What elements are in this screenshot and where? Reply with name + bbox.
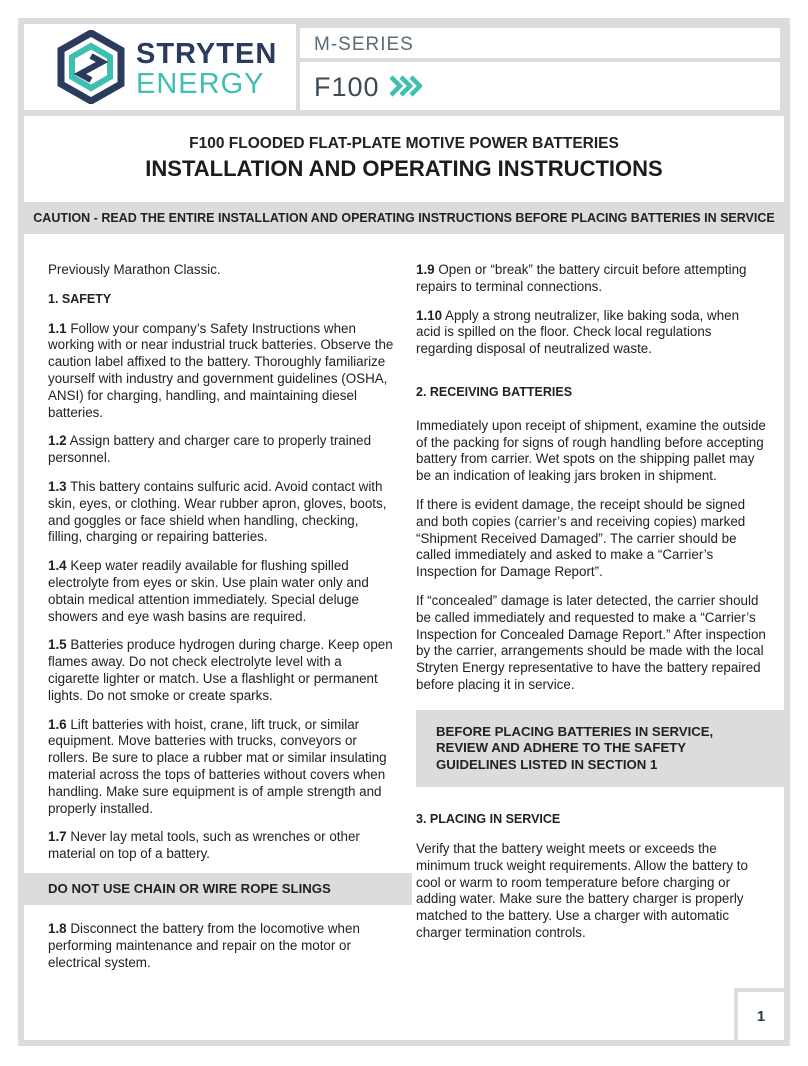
- item-1-7: 1.7 Never lay metal tools, such as wrenches or other material on top of a battery.: [48, 829, 360, 862]
- model-box: [296, 62, 784, 114]
- page-number: 1: [756, 1008, 766, 1025]
- item-1-3: 1.3 This battery contains sulfuric acid. Avoid contact with skin, eyes, or clothing. Wear rubber apron, gloves, boots, and goggles or face shield when handling, checking, filling, charging or repairing batteries.: [48, 478, 387, 545]
- receiving-heading: 2. RECEIVING BATTERIES: [416, 384, 573, 399]
- double-chevron-icon: [388, 74, 422, 98]
- page-number-box: [734, 988, 784, 1040]
- brand-name-line1: STRYTEN: [136, 38, 278, 70]
- caution-banner: CAUTION - READ THE ENTIRE INSTALLATION AND OPERATING INSTRUCTIONS BEFORE PLACING BATTERIES IN SERVICE: [24, 202, 784, 234]
- safety-heading: 1. SAFETY: [48, 291, 112, 306]
- receiving-para-2: If there is evident damage, the receipt should be signed and both copies (carrier’s and receiving copies) marked “Shipment Received Damaged”. The carrier should be called immediately and asked to make a “Carrier’s Inspection for Damage Report”.: [416, 496, 746, 580]
- series-label: M-SERIES: [314, 34, 414, 55]
- right-column: [416, 262, 766, 942]
- intro-text: Previously Marathon Classic.: [48, 262, 221, 277]
- item-1-8: 1.8 Disconnect the battery from the locomotive when performing maintenance and repair on the motor or electrical system.: [48, 920, 360, 970]
- item-1-6: 1.6 Lift batteries with hoist, crane, lift truck, or similar equipment. Move batteries with trucks, conveyors or rollers. Be sure to place a rubber mat or similar insulating material across the tops of batteries without covers when handling. Make sure equipment is of ample strength and properly installed.: [48, 716, 387, 816]
- item-1-4: 1.4 Keep water readily available for flushing spilled electrolyte from eyes or skin. Use plain water only and obtain medical attention immediately. Special deluge showers and eye wash basins are required.: [48, 558, 369, 624]
- document-subtitle: F100 FLOODED FLAT-PLATE MOTIVE POWER BATTERIES: [189, 135, 619, 152]
- receiving-para-1: Immediately upon receipt of shipment, examine the outside of the packing for signs of rough handling before accepting battery from carrier. Wet spots on the shipping pallet may be an indication of leaking jars broken in shipment.: [416, 417, 766, 484]
- left-column: [48, 262, 396, 971]
- item-1-1: 1.1 Follow your company’s Safety Instructions when working with or near industrial truck batteries. Observe the caution label affixed to the battery. Thoroughly familiarize yourself with industry and government guidelines (OSHA, ANSI) for charging, handling, and maintaining diesel batteries.: [48, 320, 394, 420]
- placing-para-1: Verify that the battery weight meets or exceeds the minimum truck weight requirements. Allow the battery to cool or warm to room temperature before charging or adding water. Make sure the battery charger is properly matched to the battery. Use a charger with automatic charger termination controls.: [416, 841, 748, 941]
- sling-warning-banner: DO NOT USE CHAIN OR WIRE ROPE SLINGS: [20, 873, 412, 905]
- item-1-2: 1.2 Assign battery and charger care to properly trained personnel.: [48, 433, 372, 466]
- placing-warning-banner: BEFORE PLACING BATTERIES IN SERVICE, REVIEW AND ADHERE TO THE SAFETY GUIDELINES LISTED IN SECTION 1: [416, 710, 784, 788]
- item-1-10: 1.10 Apply a strong neutralizer, like baking soda, when acid is spilled on the floor. Check local regulations regarding disposal of neutralized waste.: [416, 307, 740, 357]
- placing-heading: 3. PLACING IN SERVICE: [416, 812, 561, 827]
- item-1-9: 1.9 Open or “break” the battery circuit before attempting repairs to terminal connections.: [416, 262, 747, 294]
- brand-name-line2: ENERGY: [136, 68, 265, 100]
- item-1-5: 1.5 Batteries produce hydrogen during charge. Keep open flames away. Do not check electrolyte level with a cigarette lighter or match. Use a flashlight or permanent lights. Do not smoke or create sparks.: [48, 637, 393, 703]
- stryten-hexagon-icon: [56, 30, 126, 104]
- receiving-para-3: If “concealed” damage is later detected, the carrier should be called immediately and requested to make a “Carrier’s Inspection for Concealed Damage Report.” After inspection by the carrier, arrangements should be made with the local Stryten Energy representative to have the battery repaired before placing it in service.: [416, 592, 766, 692]
- header-divider: [18, 110, 790, 116]
- model-label: F100: [314, 72, 380, 102]
- document-title: INSTALLATION AND OPERATING INSTRUCTIONS: [145, 156, 663, 181]
- brand-logo: [18, 18, 296, 114]
- series-box: [296, 24, 784, 62]
